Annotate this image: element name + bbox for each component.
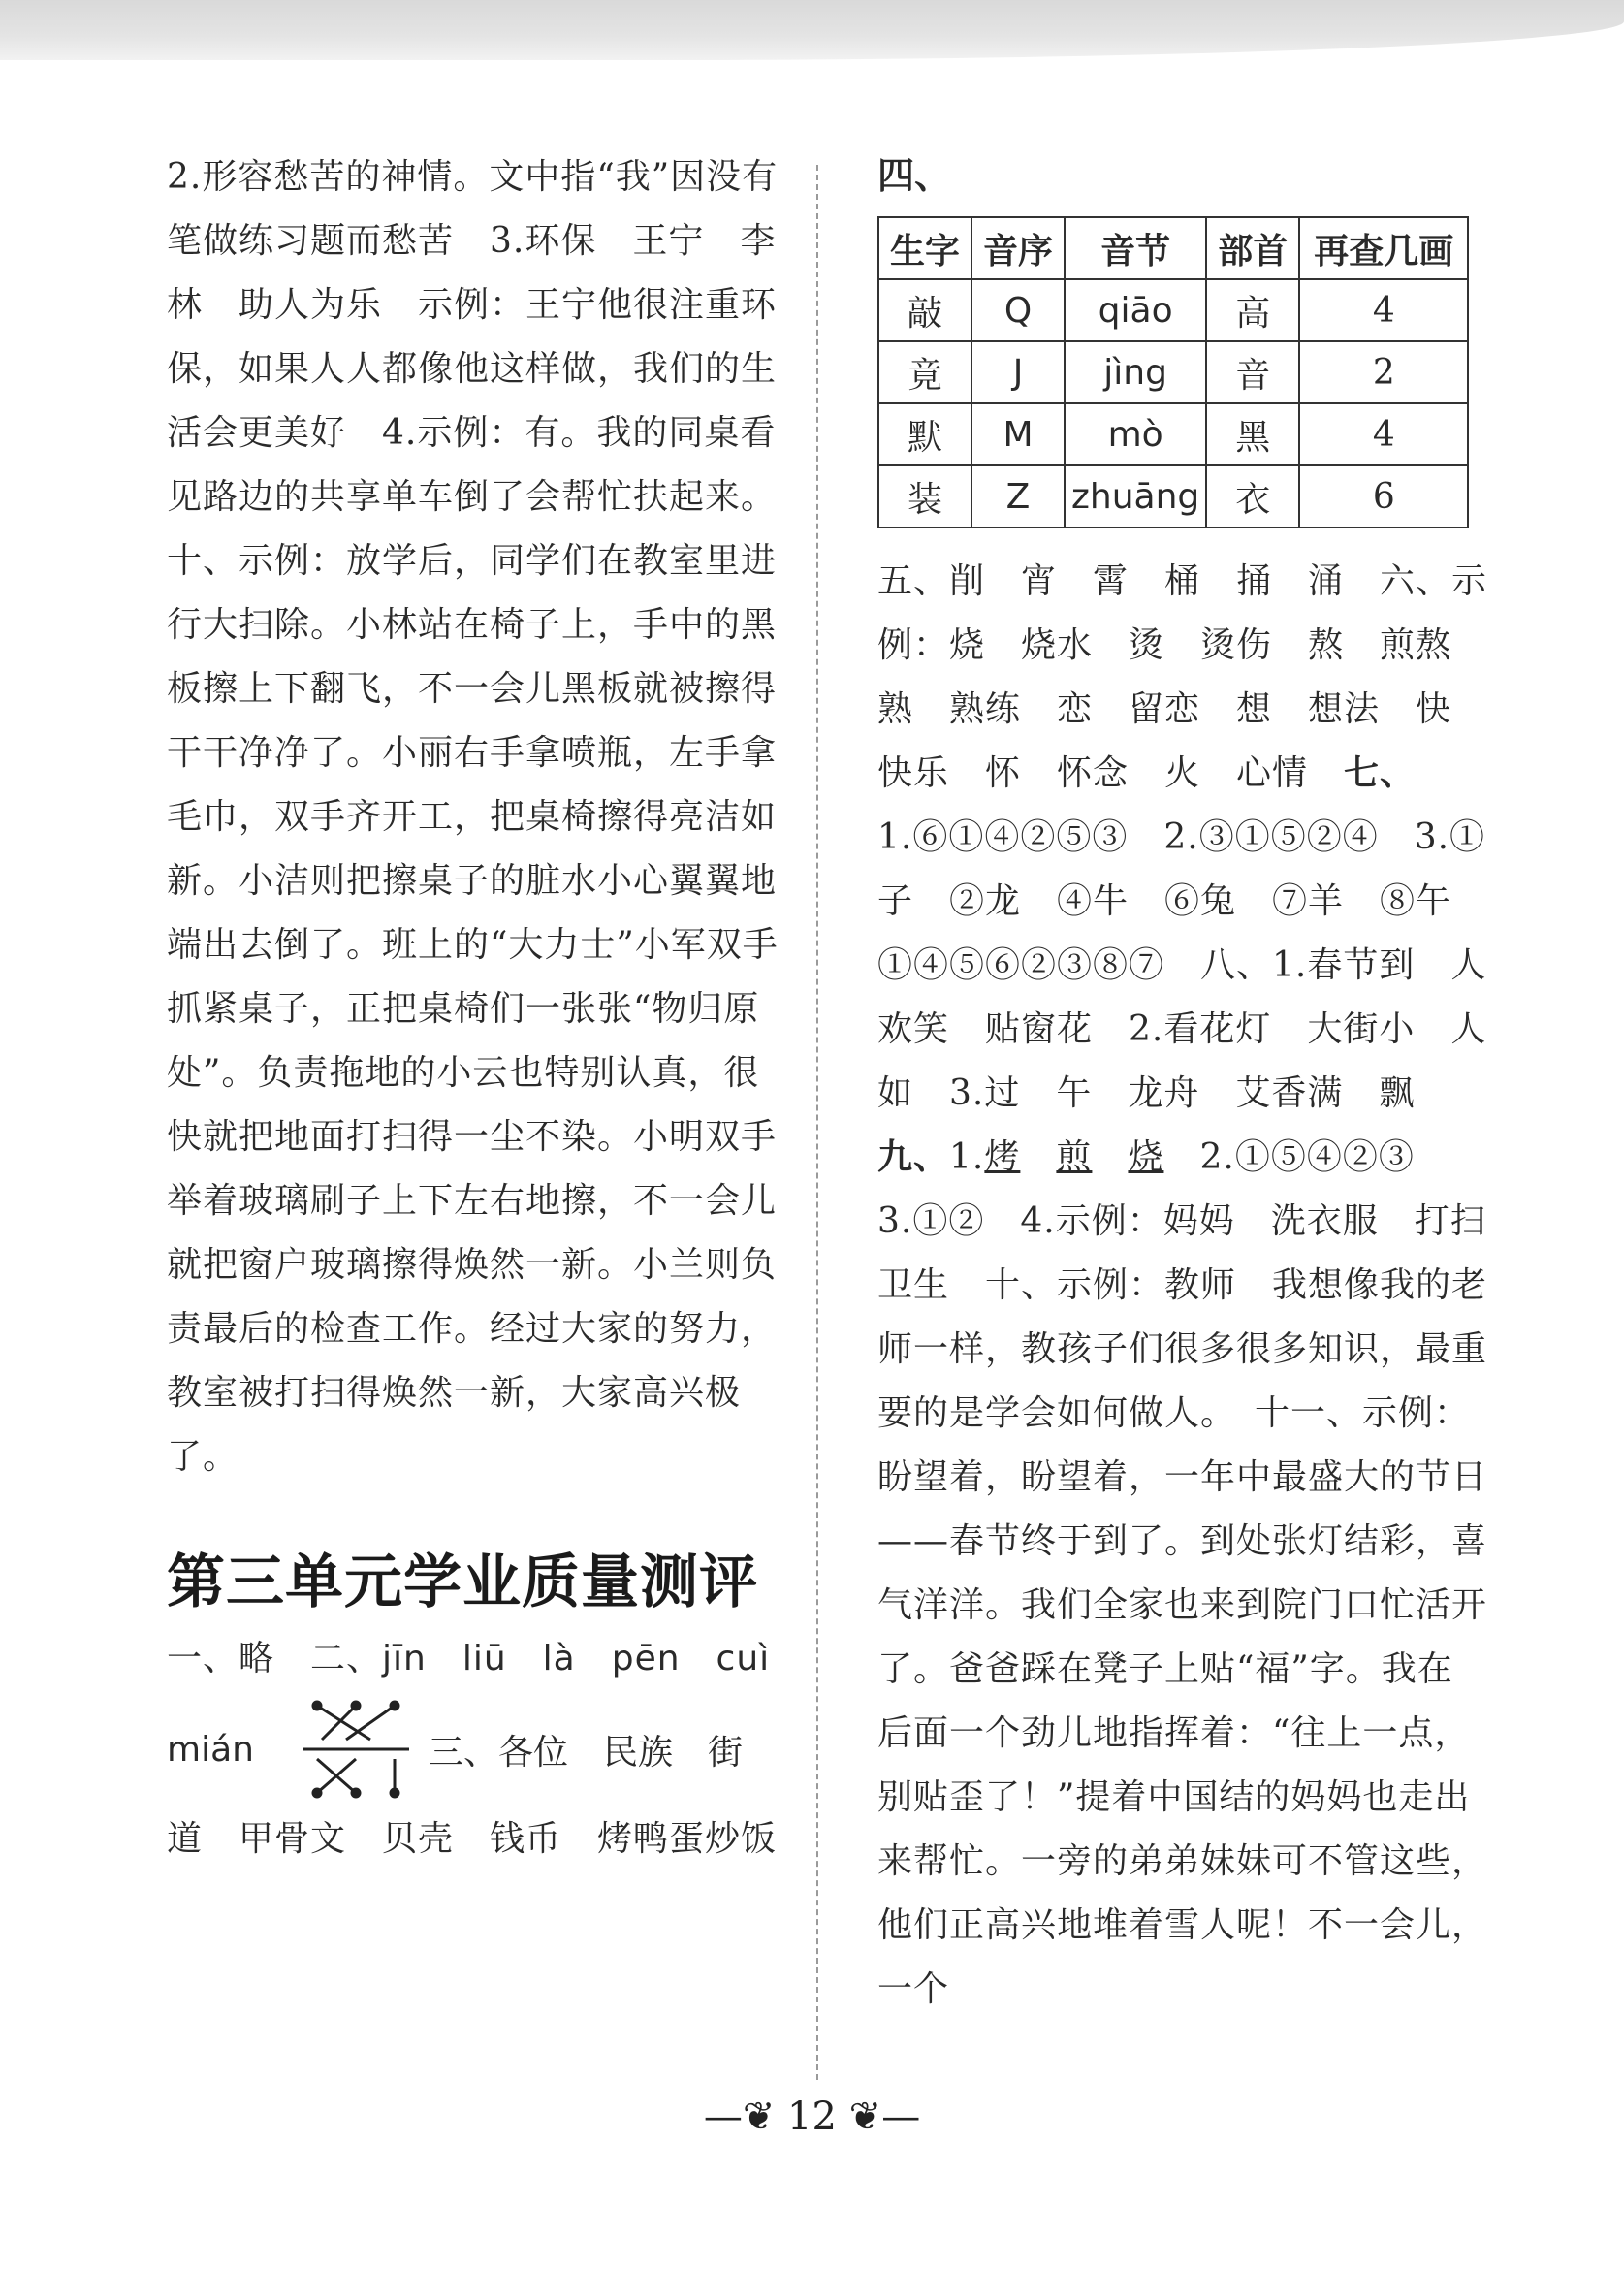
left-answer-text: 2.形容愁苦的神情。文中指“我”因没有笔做练习题而愁苦 3.环保 王宁 李林 助人为乐 示例：王宁他很注重环保，如果人人都像他这样做，我们的生活会更美好 4.示例：有。我的同桌看见路边的共享单车倒了会帮忙扶起来。 十、示例：放学后，同学们在教室里进行大扫除。小林站在椅子上，手中的黑板擦上下翻飞，不一会儿黑板就被擦得干干净净了。小丽右手拿喷瓶，左手拿毛巾，双手齐开工，把桌椅擦得亮洁如新。小洁则把擦桌子的脏水小心翼翼地端出去倒了。班上的“大力士”小军双手抓紧桌子，正把桌椅们一张张“物归原处”。负责拖地的小云也特别认真，很快就把地面打扫得一尘不染。小明双手举着玻璃刷子上下左右地擦，不一会儿就把窗户玻璃擦得焕然一新。小兰则负责最后的检查工作。经过大家的努力，教室被打扫得焕然一新，大家高兴极了。 (167, 157, 796, 1477)
underlined-word: 烤 (984, 1137, 1021, 1177)
right-answer-text (877, 550, 1488, 2022)
table-cell: Z (971, 465, 1065, 527)
table-cell: jìng (1065, 341, 1206, 403)
table-cell: 默 (878, 403, 971, 465)
table-cell: Q (971, 279, 1065, 341)
table-row (878, 465, 1468, 527)
answers-nine-to-eleven: 2.①⑤④②③ 3.①② 4.示例：妈妈 洗衣服 打扫卫生 十、示例：教师 我想像我的老师一样，教孩子们很多很多知识，最重要的是学会如何做人。 十一、示例：盼望着，盼望着，一年中最盛大的节日——春节终于到了。到处张灯结彩，喜气洋洋。我们全家也来到院门口忙活开了。爸爸踩在凳子上贴“福”字。我在后面一个劲儿地指挥着：“往上一点，别贴歪了！”提着中国结的妈妈也走出来帮忙。一旁的弟弟妹妹可不管这些，他们正高兴地堆着雪人呢！不一会儿，一个 (877, 1137, 1488, 2009)
table-row (878, 279, 1468, 341)
table-cell: 音 (1206, 341, 1299, 403)
leaf-right-icon: ❦— (848, 2094, 921, 2139)
table-header: 生字 (878, 217, 971, 279)
pinyin-line: jīn liū là pēn cuì (382, 1639, 771, 1678)
column-divider (816, 165, 818, 2080)
table-cell: M (971, 403, 1065, 465)
table-row (878, 403, 1468, 465)
matching-row (167, 1691, 787, 1807)
leaf-left-icon: —❦ (703, 2094, 776, 2139)
pinyin-mian: mián (167, 1729, 254, 1770)
table-cell: 竟 (878, 341, 971, 403)
table-cell: 2 (1299, 341, 1468, 403)
left-column (167, 145, 796, 1871)
q3-continued: 道 甲骨文 贝壳 钱币 烤鸭蛋炒饭 (167, 1819, 778, 1859)
table-cell: zhuāng (1065, 465, 1206, 527)
answers-five-six: 五、削 宵 霄 桶 捅 涌 六、示例：烧 烧水 烫 烫伤 熬 煎熬 熟 熟练 恋 留恋 想 想法 快 快乐 怀 怀念 火 心情 (877, 561, 1488, 793)
q7-label: 七、 (1344, 753, 1417, 793)
table-header: 音序 (971, 217, 1065, 279)
table-header-row (878, 217, 1468, 279)
table-header: 再查几画 (1299, 217, 1468, 279)
table-cell: 4 (1299, 279, 1468, 341)
q9-label: 九、 (877, 1137, 950, 1177)
right-column (877, 145, 1488, 2022)
table-cell: J (971, 341, 1065, 403)
table-cell: 黑 (1206, 403, 1299, 465)
matching-lines-diagram (303, 1696, 409, 1803)
table-header: 部首 (1206, 217, 1299, 279)
q9-number: 1. (949, 1137, 985, 1177)
page-number: 12 (787, 2094, 837, 2139)
table-cell: mò (1065, 403, 1206, 465)
unit-answers-line1 (167, 1627, 787, 1691)
table-cell: 衣 (1206, 465, 1299, 527)
table-cell: 敲 (878, 279, 971, 341)
table-header: 音节 (1065, 217, 1206, 279)
table-cell: 高 (1206, 279, 1299, 341)
unit-title: 第三单元学业质量测评 (167, 1549, 758, 1616)
table-row (878, 341, 1468, 403)
q3-label: 三、各位 民族 街 (429, 1732, 744, 1773)
underlined-word: 烧 (1128, 1137, 1164, 1177)
table-cell: 6 (1299, 465, 1468, 527)
section-four-label: 四、 (877, 154, 952, 197)
answers-seven-eight: 1.⑥①④②⑤③ 2.③①⑤②④ 3.①子 ②龙 ④牛 ⑥兔 ⑦羊 ⑧午 ①④⑤⑥②③⑧⑦ 八、1.春节到 人欢笑 贴窗花 2.看花灯 大街小 人如 3.过 午 龙舟 艾香满 飘 (877, 817, 1488, 1113)
table-cell: 装 (878, 465, 971, 527)
top-decorative-band (0, 0, 1624, 60)
page-footer (0, 2094, 1624, 2139)
table-cell: 4 (1299, 403, 1468, 465)
q1-q2-label: 一、略 二、 (167, 1639, 383, 1678)
table-cell: qiāo (1065, 279, 1206, 341)
underlined-word: 煎 (1056, 1137, 1093, 1177)
character-table (877, 216, 1469, 528)
